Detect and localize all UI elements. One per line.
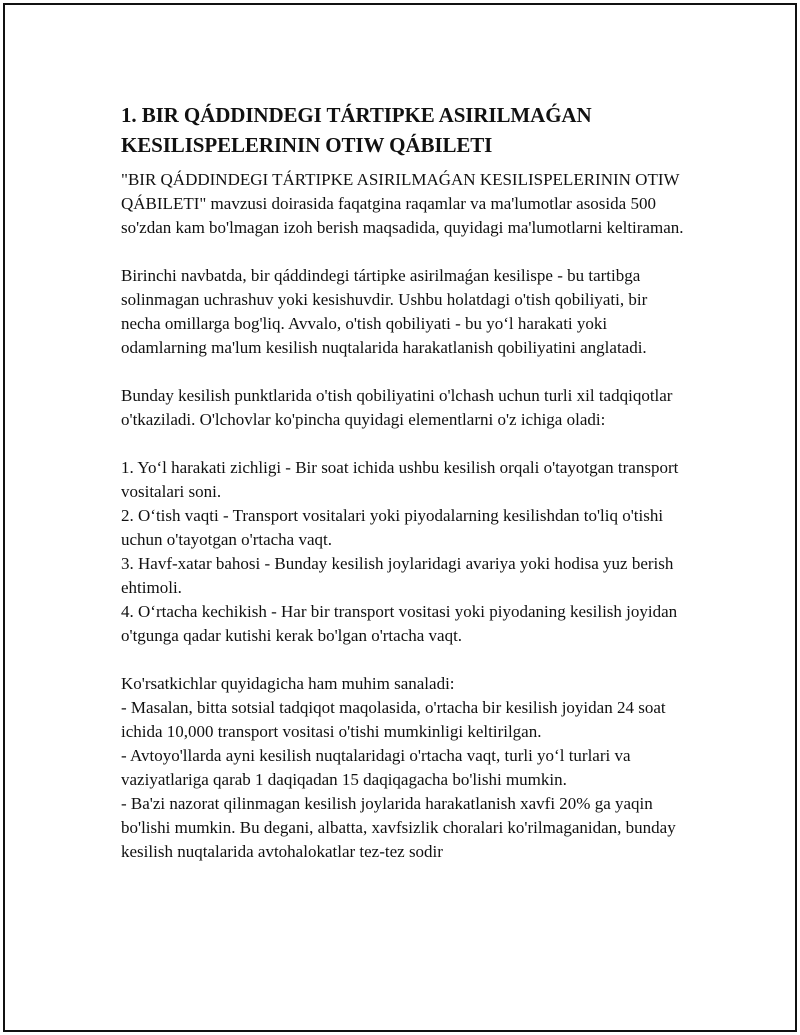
- document-title-line-2: KESILISPELERININ OTIW QÁBILETI: [121, 133, 493, 157]
- paragraph-gap: [121, 240, 691, 264]
- paragraph-gap: [121, 432, 691, 456]
- document-title-line-1: 1. BIR QÁDDINDEGI TÁRTIPKE ASIRILMAǴAN: [121, 103, 592, 127]
- definition-paragraph: Birinchi navbatda, bir qáddindegi tártipke asirilmaǵan kesilispe - bu tartibga solinmagan uchrashuv yoki kesishuvdir. Ushbu holatdagi o'tish qobiliyati, bir necha omillarga bog'liq. Avvalo, o'tish qobiliyati - bu yo‘l harakati yoki odamlarning ma'lum kesilish nuqtalarida harakatlanish qobiliyatini anglatadi.: [121, 266, 648, 357]
- measurement-paragraph: Bunday kesilish punktlarida o'tish qobiliyatini o'lchash uchun turli xil tadqiqotlar o'tkaziladi. O'lchovlar ko'pincha quyidagi elementlarni o'z ichiga oladi:: [121, 386, 673, 429]
- numbered-list: [121, 456, 691, 648]
- paragraph-gap: [121, 360, 691, 384]
- list-item: 2. O‘tish vaqti - Transport vositalari yoki piyodalarning kesilishdan to'liq o'tishi uchun o'tayotgan o'rtacha vaqt.: [121, 506, 664, 549]
- indicators-intro: Ko'rsatkichlar quyidagicha ham muhim sanaladi:: [121, 674, 455, 693]
- page-frame: [3, 3, 797, 1032]
- document-title: [121, 100, 691, 160]
- list-item: 1. Yo‘l harakati zichligi - Bir soat ichida ushbu kesilish orqali o'tayotgan transport vositalari soni.: [121, 458, 679, 501]
- dash-list: [121, 696, 691, 864]
- list-item: - Ba'zi nazorat qilinmagan kesilish joylarida harakatlanish xavfi 20% ga yaqin bo'lishi mumkin. Bu degani, albatta, xavfsizlik choralari ko'rilmaganidan, bunday kesilish nuqtalarida avtohalokatlar tez-tez sodir: [121, 794, 676, 861]
- list-item: - Avtoyo'llarda ayni kesilish nuqtalaridagi o'rtacha vaqt, turli yo‘l turlari va vaziyatlariga qarab 1 daqiqadan 15 daqiqagacha bo'lishi mumkin.: [121, 746, 631, 789]
- list-item: - Masalan, bitta sotsial tadqiqot maqolasida, o'rtacha bir kesilish joyidan 24 soat ichida 10,000 transport vositasi o'tishi mumkinligi keltirilgan.: [121, 698, 666, 741]
- document-body: [121, 100, 691, 864]
- list-item: 4. O‘rtacha kechikish - Har bir transport vositasi yoki piyodaning kesilish joyidan o'tgunga qadar kutishi kerak bo'lgan o'rtacha vaqt.: [121, 602, 678, 645]
- intro-paragraph: "BIR QÁDDINDEGI TÁRTIPKE ASIRILMAǴAN KESILISPELERININ OTIW QÁBILETI" mavzusi doirasida faqatgina raqamlar va ma'lumotlar asosida 500 so'zdan kam bo'lmagan izoh berish maqsadida, quyidagi ma'lumotlarni keltiraman.: [121, 170, 684, 237]
- paragraph-gap: [121, 648, 691, 672]
- list-item: 3. Havf-xatar bahosi - Bunday kesilish joylaridagi avariya yoki hodisa yuz berish ehtimoli.: [121, 554, 674, 597]
